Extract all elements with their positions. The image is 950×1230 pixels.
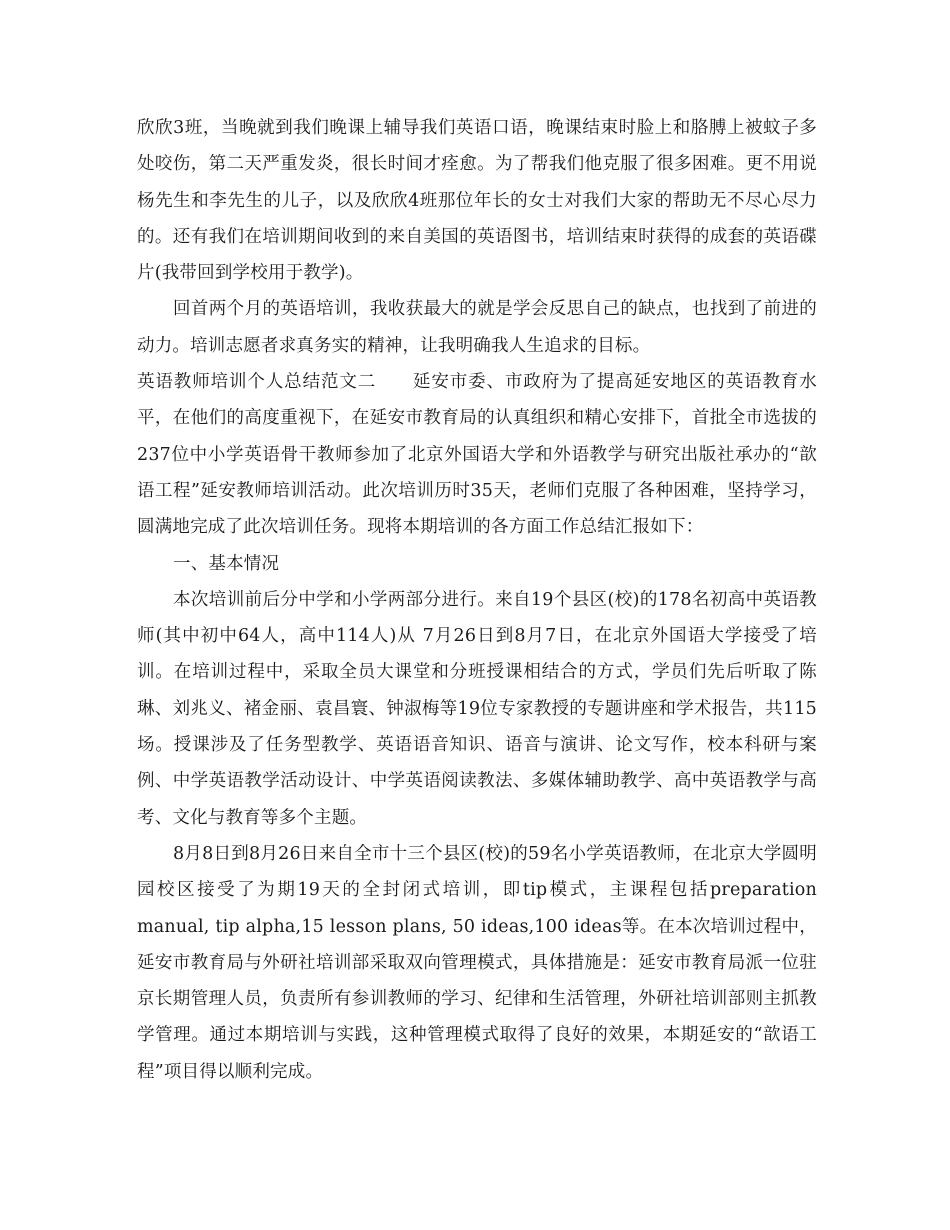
- section-heading-basic-info: 一、基本情况: [173, 553, 280, 574]
- paragraph-3-section-title: 英语教师培训个人总结范文二 延安市委、市政府为了提高延安地区的英语教育水平，在他们的高度重视下，在延安市教育局的认真组织和精心安排下，首批全市选拔的237位中小学英语骨干教师参加了北京外国语大学和外语教学与研究出版社承办的“歆语工程”延安教师培训活动。此次培训历时35天，老师们克服了各种困难，坚持学习，圆满地完成了此次培训任务。现将本期培训的各方面工作总结汇报如下：: [137, 372, 817, 538]
- paragraph-6: 8月8日到8月26日来自全市十三个县区(校)的59名小学英语教师，在北京大学圆明园校区接受了为期19天的全封闭式培训，即tip模式，主课程包括preparation manual, tip alpha,15 lesson plans, 50 ideas,100 ideas等。在本次培训过程中，延安市教育局与外研社培训部采取双向管理模式，具体措施是：延安市教育局派一位驻京长期管理人员，负责所有参训教师的学习、纪律和生活管理，外研社培训部则主抓教学管理。通过本期培训与实践，这种管理模式取得了良好的效果，本期延安的“歆语工程”项目得以顺利完成。: [137, 843, 817, 1082]
- paragraph-1: 欣欣3班，当晚就到我们晚课上辅导我们英语口语，晚课结束时脸上和胳膊上被蚊子多处咬伤，第二天严重发炎，很长时间才痊愈。为了帮我们他克服了很多困难。更不用说杨先生和李先生的儿子，以及欣欣4班那位年长的女士对我们大家的帮助无不尽心尽力的。还有我们在培训期间收到的来自美国的英语图书，培训结束时获得的成套的英语碟片(我带回到学校用于教学)。: [137, 118, 817, 284]
- paragraph-5: 本次培训前后分中学和小学两部分进行。来自19个县区(校)的178名初高中英语教师(其中初中64人，高中114人)从 7月26日到8月7日，在北京外国语大学接受了培训。在培训过程中，采取全员大课堂和分班授课相结合的方式，学员们先后听取了陈琳、刘兆义、褚金丽、袁昌寰、钟淑梅等19位专家教授的专题讲座和学术报告，共115场。授课涉及了任务型教学、英语语音知识、语音与演讲、论文写作，校本科研与案例、中学英语教学活动设计、中学英语阅读教法、多媒体辅助教学、高中英语教学与高考、文化与教育等多个主题。: [137, 589, 817, 828]
- document-body: [137, 110, 817, 1090]
- paragraph-2: 回首两个月的英语培训，我收获最大的就是学会反思自己的缺点，也找到了前进的动力。培训志愿者求真务实的精神，让我明确我人生追求的目标。: [137, 299, 817, 356]
